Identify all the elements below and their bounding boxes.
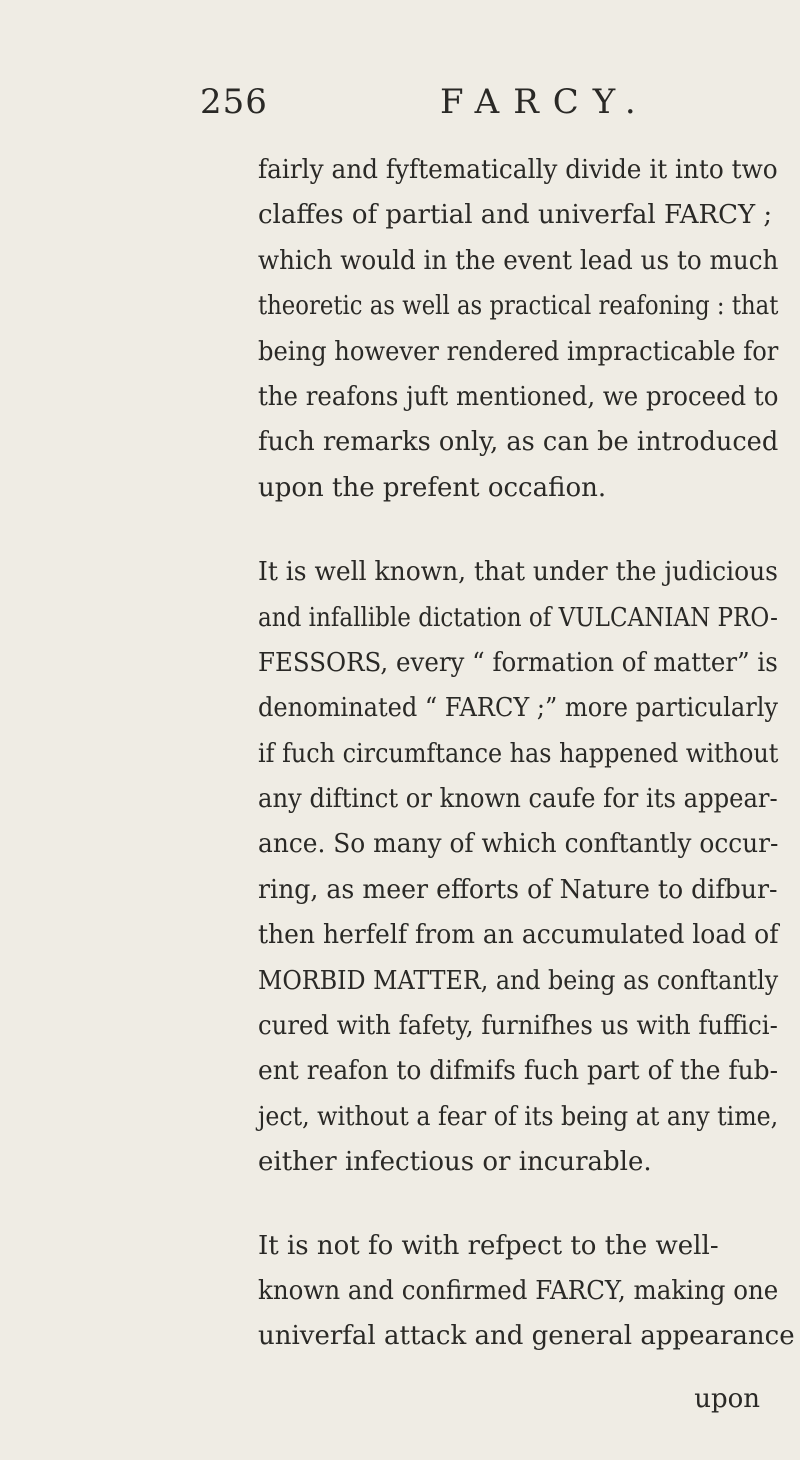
text-line: cured with fafety, furnifhes us with fuffici- bbox=[258, 1011, 778, 1042]
catchword: upon bbox=[694, 1384, 760, 1414]
text-line: MORBID MATTER, and being as conftantly bbox=[258, 965, 779, 996]
text-line: It is well known, that under the judicious bbox=[258, 557, 778, 588]
paragraph bbox=[258, 148, 778, 511]
body-text bbox=[258, 148, 795, 1360]
text-line: upon the prefent occafion. bbox=[258, 472, 607, 503]
paragraph bbox=[258, 550, 778, 1185]
page-header bbox=[200, 82, 760, 132]
text-line: fuch remarks only, as can be introduced bbox=[258, 427, 779, 458]
text-line: if fuch circumftance has happened without bbox=[258, 738, 779, 769]
text-line: univerfal attack and general appearance bbox=[258, 1321, 795, 1352]
text-line: It is not fo with refpect to the well- bbox=[258, 1230, 719, 1261]
text-line: ent reafon to difmifs fuch part of the fub- bbox=[258, 1056, 779, 1087]
page-number: 256 bbox=[200, 82, 268, 122]
text-line: any diftinct or known caufe for its appear- bbox=[258, 784, 778, 815]
text-line: known and confirmed FARCY, making one bbox=[258, 1275, 779, 1306]
text-line: ject, without a fear of its being at any time, bbox=[258, 1101, 779, 1132]
text-line: fairly and fyftematically divide it into two bbox=[258, 155, 778, 185]
text-line: ring, as meer efforts of Nature to difbur- bbox=[258, 874, 778, 905]
text-line: theoretic as well as practical reafoning : that bbox=[258, 291, 779, 322]
text-line: the reafons juft mentioned, we proceed to bbox=[258, 381, 779, 412]
text-line: then herfelf from an accumulated load of bbox=[258, 920, 779, 951]
text-line: being however rendered impracticable for bbox=[258, 336, 779, 367]
text-line: claffes of partial and univerfal FARCY ; bbox=[258, 200, 773, 231]
text-line: denominated “ FARCY ;” more particularly bbox=[258, 693, 778, 724]
text-line: either infectious or incurable. bbox=[258, 1147, 652, 1178]
text-line: FESSORS, every “ formation of matter” is bbox=[258, 647, 778, 678]
text-line: which would in the event lead us to much bbox=[258, 245, 779, 276]
text-line: and infallible dictation of VULCANIAN PRO- bbox=[258, 602, 778, 633]
paragraph bbox=[258, 1224, 795, 1360]
text-line: ance. So many of which conftantly occur- bbox=[258, 829, 779, 860]
running-title: FARCY. bbox=[440, 82, 650, 122]
